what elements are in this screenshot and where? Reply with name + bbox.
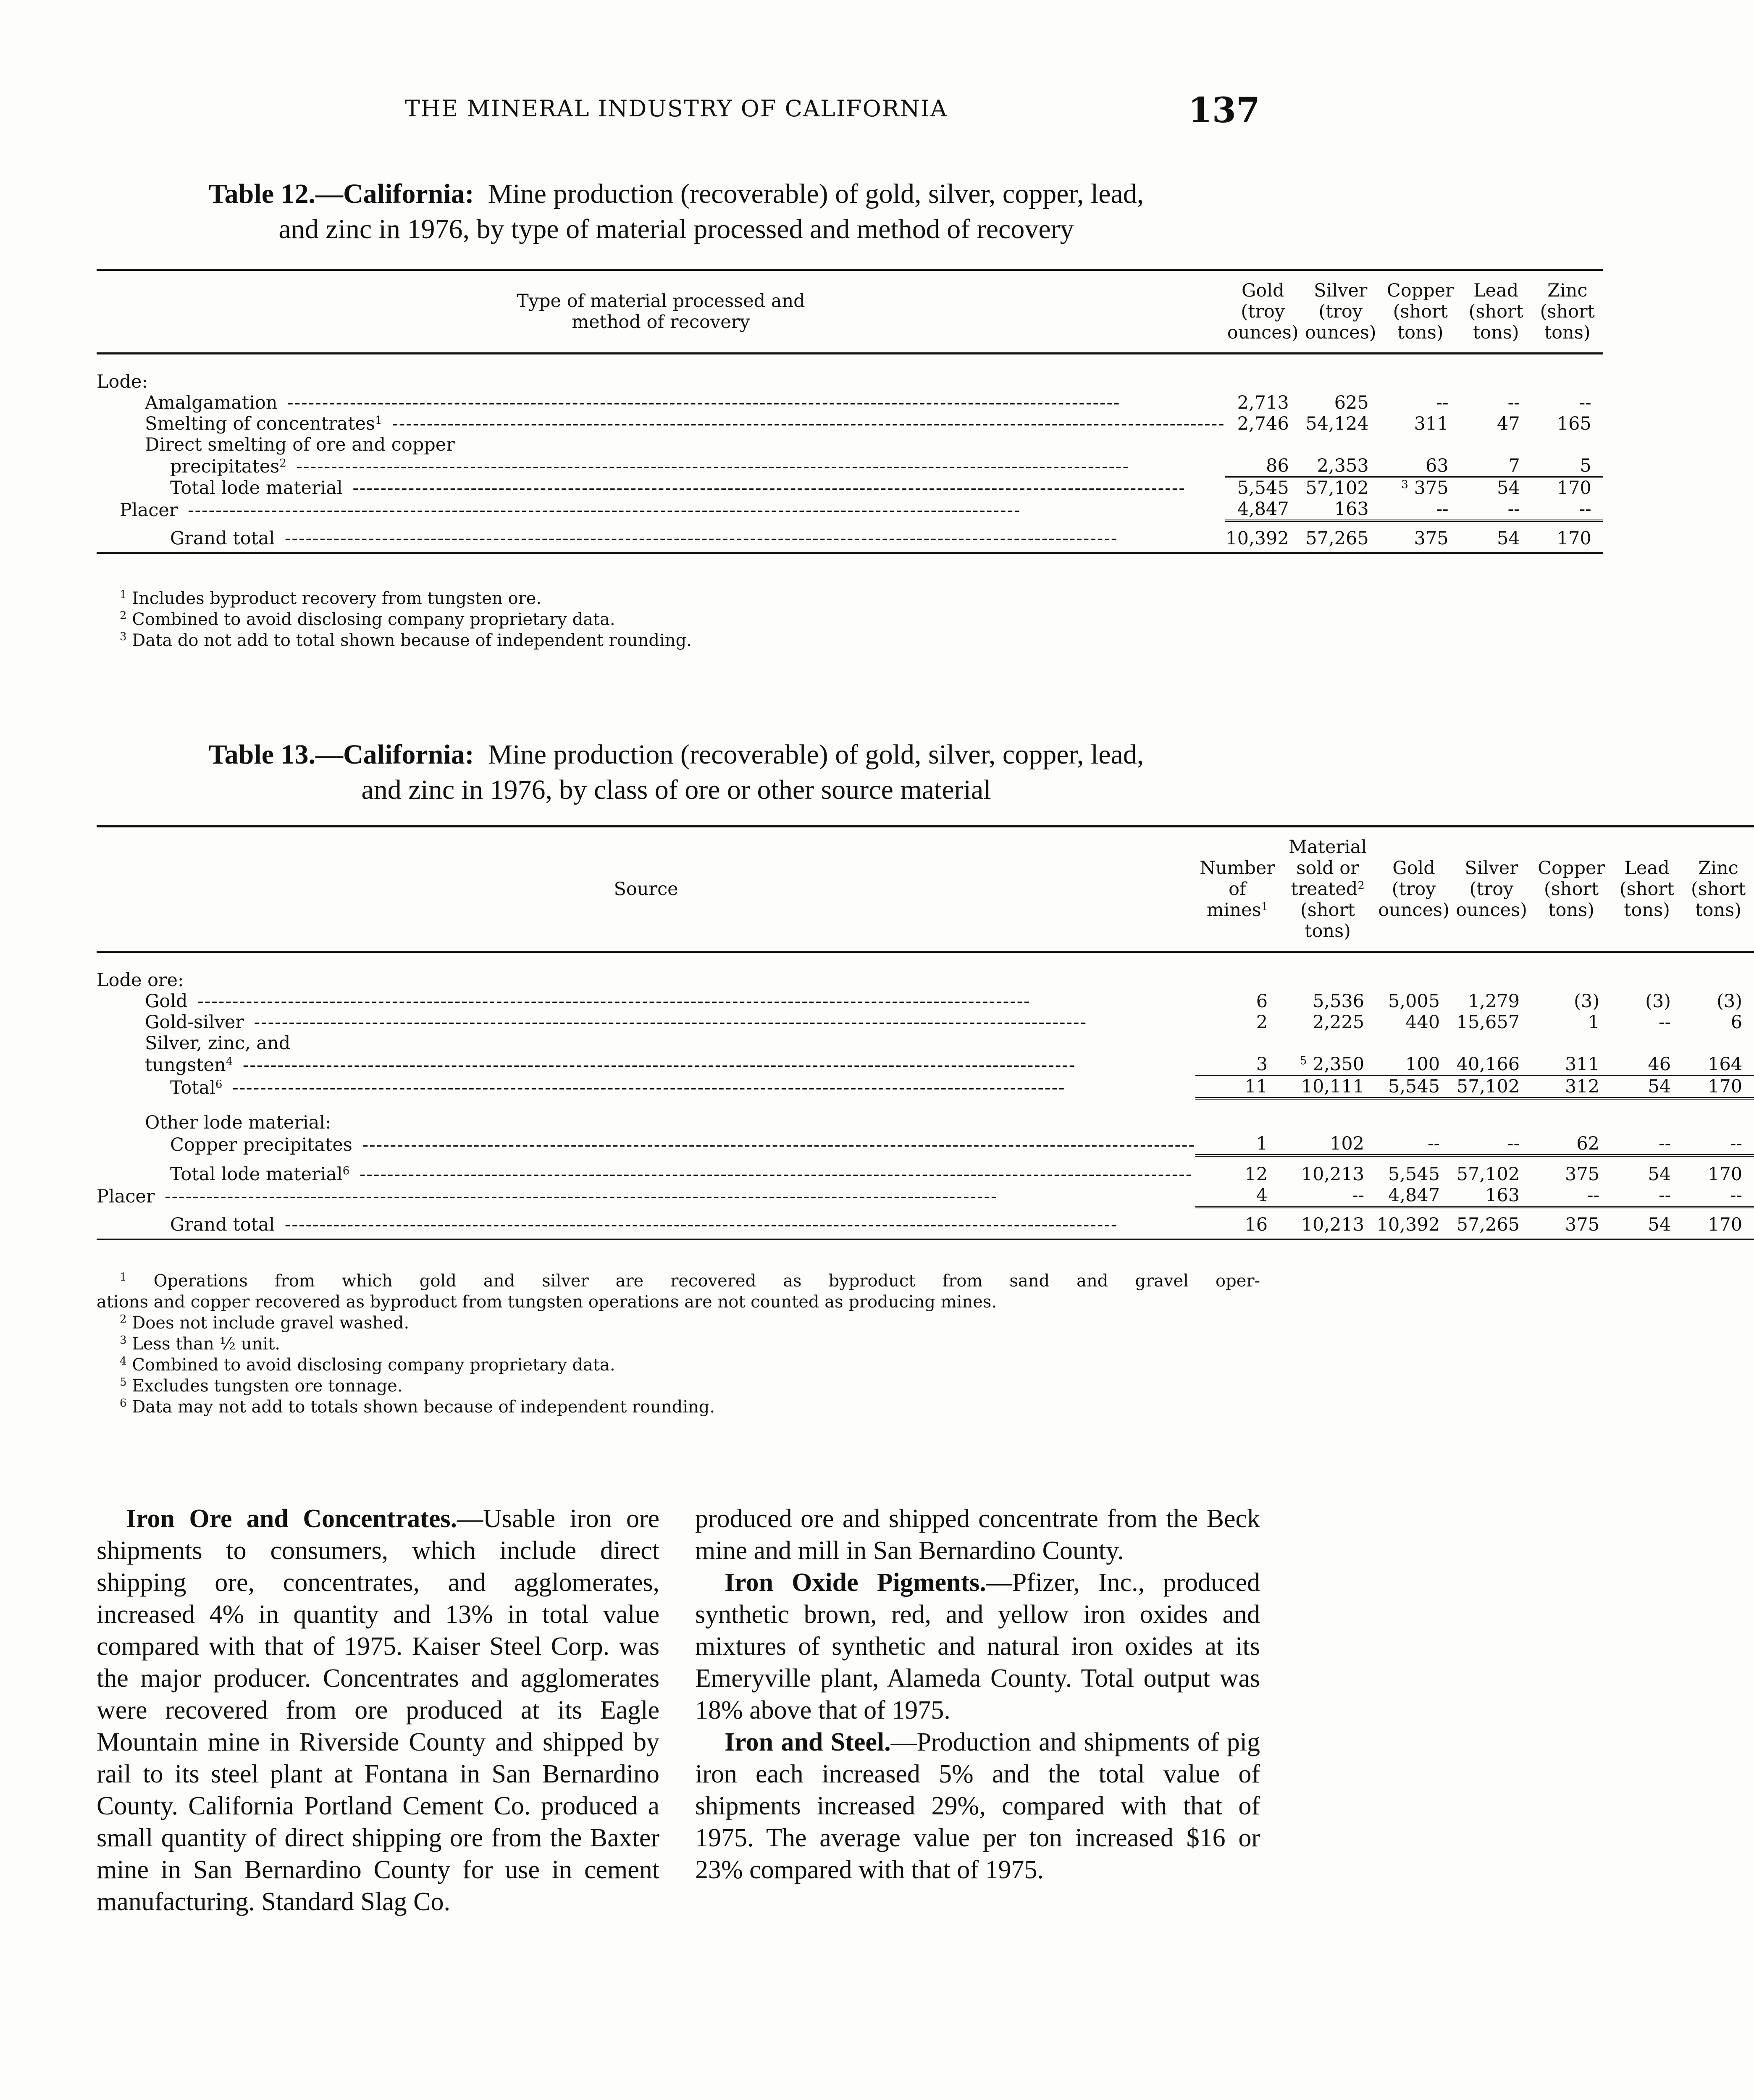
cell-silver: 1,279 <box>1468 991 1520 1012</box>
cell-gold: 10,392 <box>1226 528 1289 549</box>
cell-lead: (3) <box>1645 991 1671 1012</box>
cell-silver: 163 <box>1452 1185 1531 1207</box>
t12-col-lead: Lead (short tons) <box>1468 280 1523 343</box>
cell-zinc: 170 <box>1557 478 1591 499</box>
cell-zinc: 170 <box>1707 1214 1743 1235</box>
cell-lead: -- <box>1611 1185 1683 1207</box>
t13-col-copper: Copper (short tons) <box>1538 858 1605 921</box>
t12-col-zinc: Zinc (short tons) <box>1540 280 1595 343</box>
cell-gold: 100 <box>1376 1054 1452 1076</box>
cell-copper: 63 <box>1381 455 1460 477</box>
table13-label: Table 13.—California: <box>208 739 474 770</box>
row-label: Placer <box>120 500 181 521</box>
footnote-ref: 4 <box>226 1055 233 1068</box>
table-row <box>97 1054 1754 1076</box>
cell-silver: 57,102 <box>1456 1164 1520 1185</box>
cell-zinc: -- <box>1683 1185 1754 1207</box>
cell-gold: 10,392 <box>1376 1214 1440 1235</box>
cell-material: -- <box>1279 1185 1376 1207</box>
cell-zinc: -- <box>1532 499 1603 521</box>
footnote: $^5$ Excludes tungsten ore tonnage. <box>120 1376 403 1396</box>
t13-col-lead: Lead (short tons) <box>1619 858 1675 921</box>
table13-caption-line2: and zinc in 1976, by class of ore or other source material <box>361 774 991 805</box>
cell-material: 10,213 <box>1301 1164 1365 1185</box>
t13-col-mines: Number of mines$^1$ <box>1200 858 1275 921</box>
table12-label: Table 12.—California: <box>208 178 474 209</box>
cell-copper: -- <box>1436 392 1449 413</box>
row-label-cont: tungsten <box>145 1054 226 1076</box>
t13-col-source: Source <box>614 879 678 900</box>
cell-gold: 5,545 <box>1388 1164 1440 1185</box>
t12-col-copper: Copper (short tons) <box>1386 280 1454 343</box>
cell-silver: 57,102 <box>1452 1076 1531 1099</box>
row-label: Silver, zinc, and <box>145 1033 291 1054</box>
t12-col-type: Type of material processed and method of recovery <box>516 291 805 333</box>
cell-mines: 12 <box>1245 1164 1268 1185</box>
cell-gold: 440 <box>1405 1012 1440 1033</box>
footnote-ref: 2 <box>279 457 286 470</box>
cell-gold: -- <box>1376 1133 1452 1155</box>
paragraph-iron-oxide: Iron Oxide Pigments.—Pfizer, Inc., produced synthetic brown, red, and yellow iron oxides and mixtures of synthetic and natural iron oxides at its Emeryville plant, Alameda County. Total output was 18% above that of 1975. <box>695 1568 1260 1725</box>
t13-lode-label: Lode ore: <box>97 970 184 991</box>
cell-zinc: 170 <box>1707 1164 1743 1185</box>
cell-copper: 375 <box>1414 528 1449 549</box>
cell-mines: 2 <box>1256 1012 1268 1033</box>
cell-gold: 5,005 <box>1388 991 1440 1012</box>
table-row <box>97 1033 1754 1054</box>
running-header <box>92 90 1260 131</box>
row-label: Placer <box>97 1186 158 1207</box>
paragraph-iron-ore-cont: produced ore and shipped concentrate from the Beck mine and mill in San Bernardino County. <box>695 1504 1260 1565</box>
cell-lead: -- <box>1507 392 1520 413</box>
table12-caption <box>92 176 1260 247</box>
table-row <box>97 521 1603 553</box>
cell-lead: 47 <box>1497 413 1520 434</box>
cell-zinc: 5 <box>1532 455 1603 477</box>
table-row <box>97 499 1603 521</box>
cell-copper: -- <box>1381 499 1460 521</box>
section-heading: Iron Ore and Concentrates. <box>126 1504 457 1533</box>
row-label: Amalgamation <box>145 392 281 413</box>
footnote: $^1$ Operations from which gold and silver are recovered as byproduct from sand and gravel oper- <box>120 1271 1260 1291</box>
footnote-ref: 6 <box>215 1078 223 1091</box>
footnote: $^2$ Combined to avoid disclosing company proprietary data. <box>120 609 615 629</box>
cell-copper: -- <box>1531 1185 1611 1207</box>
row-label: Total lode material <box>170 1164 343 1185</box>
cell-gold: 2,746 <box>1237 413 1289 434</box>
table13-footnotes <box>97 1270 1260 1418</box>
cell-lead: 46 <box>1611 1054 1683 1076</box>
cell-silver: 54,124 <box>1305 413 1369 434</box>
cell-gold: 4,847 <box>1225 499 1301 521</box>
cell-lead: -- <box>1460 499 1532 521</box>
table-row <box>97 1207 1754 1239</box>
cell-silver: 40,166 <box>1452 1054 1531 1076</box>
cell-lead: 54 <box>1648 1214 1671 1235</box>
cell-mines: 16 <box>1245 1214 1268 1235</box>
cell-silver: 57,265 <box>1456 1214 1520 1235</box>
cell-lead: 54 <box>1648 1164 1671 1185</box>
cell-zinc: -- <box>1579 392 1591 413</box>
cell-gold: 5,545 <box>1237 478 1289 499</box>
cell-gold: 86 <box>1225 455 1301 477</box>
table13 <box>97 825 1754 1240</box>
cell-zinc: 170 <box>1557 528 1591 549</box>
row-label: Gold <box>145 991 191 1012</box>
table-row <box>97 455 1603 477</box>
page-number: 137 <box>1188 90 1260 131</box>
section-heading: Iron Oxide Pigments. <box>725 1568 986 1597</box>
table-row <box>97 1185 1754 1207</box>
cell-mines: 11 <box>1195 1076 1279 1099</box>
cell-zinc: 165 <box>1557 413 1591 434</box>
cell-copper: 375 <box>1565 1164 1600 1185</box>
running-title: THE MINERAL INDUSTRY OF CALIFORNIA <box>404 95 948 122</box>
table-row <box>97 477 1603 499</box>
cell-silver: 15,657 <box>1456 1012 1520 1033</box>
footnote-ref: 6 <box>342 1165 350 1177</box>
section-heading: Iron and Steel. <box>725 1728 891 1756</box>
footnote: $^2$ Does not include gravel washed. <box>120 1313 410 1333</box>
table-row <box>97 354 1603 393</box>
t13-col-gold: Gold (troy ounces) <box>1378 858 1449 921</box>
cell-copper: 311 <box>1531 1054 1611 1076</box>
row-label-cont: Copper precipitates <box>170 1134 356 1155</box>
footnote: $^1$ Includes byproduct recovery from tungsten ore. <box>120 588 542 608</box>
table-row <box>97 392 1603 413</box>
cell-mines: 4 <box>1195 1185 1279 1207</box>
cell-mines: 1 <box>1195 1133 1279 1155</box>
t12-lode-label: Lode: <box>97 371 148 392</box>
table-row <box>97 1012 1754 1033</box>
footnote: $^6$ Data may not add to totals shown because of independent rounding. <box>120 1397 715 1417</box>
text-column-right <box>695 1503 1260 1886</box>
footnote-ref: 5 <box>1300 1055 1307 1067</box>
t13-col-material: Material sold or treated$^2$ (short tons) <box>1289 837 1367 942</box>
cell-silver: 163 <box>1301 499 1381 521</box>
cell-material: 5,536 <box>1312 991 1365 1012</box>
cell-zinc: 6 <box>1730 1012 1743 1033</box>
cell-lead: 7 <box>1460 455 1532 477</box>
row-label: Grand total <box>170 1214 278 1235</box>
table12-caption-line1: Mine production (recoverable) of gold, silver, copper, lead, <box>488 178 1144 209</box>
cell-material: $^5$ 2,350 <box>1279 1054 1376 1076</box>
cell-copper: 1 <box>1588 1012 1600 1033</box>
cell-mines: 6 <box>1256 991 1268 1012</box>
paragraph-iron-steel: Iron and Steel.—Production and shipments of pig iron each increased 5% and the total value of shipments increased 29%, compared with that of 1975. The average value per ton increased $16 or 23% compared with that of 1975. <box>695 1728 1260 1884</box>
footnote-ref: 1 <box>375 414 382 427</box>
table13-caption <box>92 737 1260 808</box>
cell-material: 102 <box>1279 1133 1376 1155</box>
cell-silver: 2,353 <box>1301 455 1381 477</box>
cell-lead: 54 <box>1611 1076 1683 1099</box>
table-row <box>97 1155 1754 1185</box>
cell-zinc: -- <box>1683 1133 1754 1155</box>
row-label: Direct smelting of ore and copper <box>145 434 455 455</box>
cell-lead: 54 <box>1497 478 1520 499</box>
row-label: Grand total <box>170 528 278 549</box>
cell-gold: 5,545 <box>1376 1076 1452 1099</box>
text-column-left <box>97 1503 659 1918</box>
cell-zinc: 170 <box>1683 1076 1754 1099</box>
table-row <box>97 952 1754 991</box>
footnote-ref: 3 <box>1401 478 1408 491</box>
cell-lead: -- <box>1659 1012 1671 1033</box>
footnote: $^3$ Less than ½ unit. <box>120 1334 281 1354</box>
cell-silver: 57,265 <box>1305 528 1369 549</box>
cell-copper: $^3$ 375 <box>1401 478 1449 499</box>
cell-material: 10,111 <box>1279 1076 1376 1099</box>
table-row <box>97 991 1754 1012</box>
cell-lead: 54 <box>1497 528 1520 549</box>
cell-gold: 4,847 <box>1376 1185 1452 1207</box>
cell-copper: 62 <box>1531 1133 1611 1155</box>
cell-zinc: 164 <box>1683 1054 1754 1076</box>
cell-gold: 2,713 <box>1237 392 1289 413</box>
cell-copper: 311 <box>1414 413 1449 434</box>
table12-footnotes <box>97 588 1260 651</box>
table-row <box>97 1112 1754 1133</box>
table-row <box>97 1133 1754 1155</box>
t12-col-gold: Gold (troy ounces) <box>1227 280 1299 343</box>
table13-caption-line1: Mine production (recoverable) of gold, silver, copper, lead, <box>488 739 1144 770</box>
t13-col-zinc: Zinc (short tons) <box>1691 858 1746 921</box>
table-row <box>97 413 1603 434</box>
footnote-cont: ations and copper recovered as byproduct from tungsten operations are not counted as producing mines. <box>97 1292 997 1312</box>
cell-silver: 57,102 <box>1305 478 1369 499</box>
table-row <box>97 434 1603 455</box>
t12-col-silver: Silver (troy ounces) <box>1305 280 1376 343</box>
row-label-cont: precipitates <box>170 456 280 477</box>
row-label: Total <box>170 1077 215 1098</box>
row-label: Smelting of concentrates <box>145 413 375 434</box>
cell-material: 10,213 <box>1301 1214 1365 1235</box>
paragraph-iron-ore: Iron Ore and Concentrates.—Usable iron ore shipments to consumers, which include direct shipping ore, concentrates, and agglomerates, increased 4% in quantity and 13% in total value compared with that of 1975. Kaiser Steel Corp. was the major producer. Concentrates and agglomerates were recovered from ore produced at its Eagle Mountain mine in Riverside County and shipped by rail to its steel plant at Fontana in San Bernardino County. California Portland Cement Co. produced a small quantity of direct shipping ore from the Baxter mine in San Bernardino County for use in cement manufacturing. Standard Slag Co. <box>97 1504 659 1916</box>
cell-silver: -- <box>1452 1133 1531 1155</box>
cell-copper: (3) <box>1574 991 1600 1012</box>
footnote: $^3$ Data do not add to total shown because of independent rounding. <box>120 630 692 650</box>
cell-copper: 375 <box>1565 1214 1600 1235</box>
table12 <box>97 269 1603 554</box>
table-row <box>97 1076 1754 1099</box>
cell-material: 2,225 <box>1312 1012 1365 1033</box>
cell-mines: 3 <box>1195 1054 1279 1076</box>
t13-col-silver: Silver (troy ounces) <box>1456 858 1527 921</box>
cell-silver: 625 <box>1334 392 1369 413</box>
footnote: $^4$ Combined to avoid disclosing company proprietary data. <box>120 1355 615 1375</box>
row-label: Total lode material <box>170 478 346 499</box>
cell-lead: -- <box>1611 1133 1683 1155</box>
cell-copper: 312 <box>1531 1076 1611 1099</box>
table12-caption-line2: and zinc in 1976, by type of material processed and method of recovery <box>278 214 1074 244</box>
cell-zinc: (3) <box>1717 991 1743 1012</box>
row-label: Gold-silver <box>145 1012 247 1033</box>
row-label: Other lode material: <box>145 1112 331 1133</box>
